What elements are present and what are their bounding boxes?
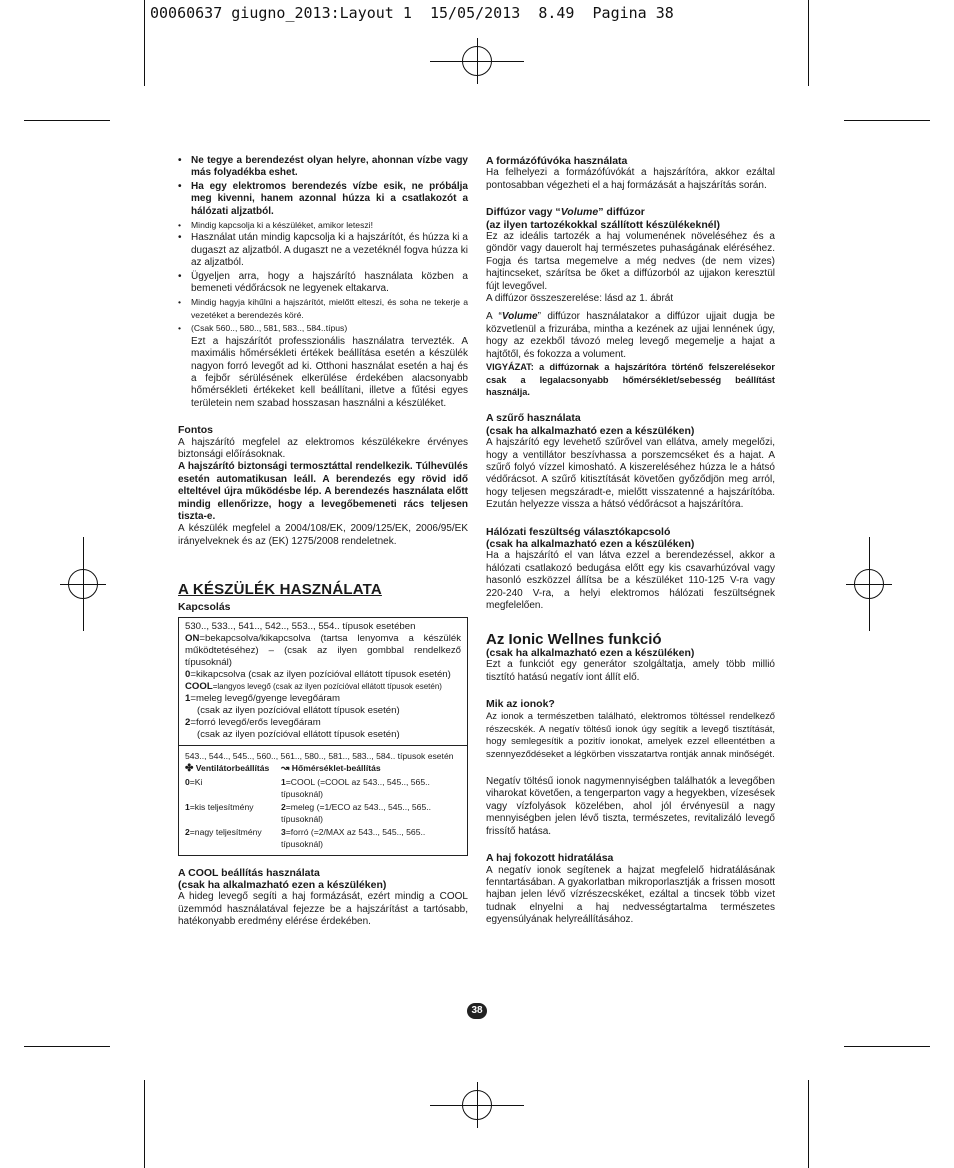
cool-subheading: (csak ha alkalmazható ezen a készüléken) [178,878,387,891]
professional-use-text: Ezt a hajszárítót professzionális használatra tervezték. A maximális hőmérsékleti értékek beállítása esetén a készülék nagyon forró levegőt ad ki. Otthoni használat esetén a haj és a fejbőr sérülésének elkerülése érdekében alacsonyabb hőmérsékleti értékeket kell beállítani, illetve a fűtési egyes területein nem szabad hosszasan használni a készüléket. [191,335,468,409]
switch-key: 2 [185,717,191,728]
cool-text: A hideg levegő segíti a haj formázását, ezért mindig a COOL üzemmód használatával fejezze be a hajszárítást a tartósabb, hatékonyabb eredmény elérése érdekében. [178,891,468,928]
switch-note: (csak az ilyen pozícióval ellátott típusok esetén) [197,729,400,740]
crop-mark-bl-horizontal [24,1046,110,1047]
bullet-item: • Mindig kapcsolja ki a készüléket, amikor leteszi! [178,219,468,231]
filter-text: A hajszárító egy levehető szűrővel van ellátva, amely megelőzi, hogy a ventillátor beszívhassa a porszemcséket és a hajat. A szűrő folyó vízzel kimosható. A kiszereléséhez húzza le a hátsó védőrácsot. A szűrő kitisztítását követően győződjön meg arról, hogy teljesen megszáradt-e, mielőtt visszatenné a hajszárítóba. Ezután helyezze vissza a hátsó védőrácsot a hajszárítóra. [486,437,775,511]
reg-mark-right-circle [854,569,884,599]
ionic-title: Az Ionic Wellnes funkció [486,631,662,649]
switch-key: COOL [185,681,213,692]
switch-row-on [185,633,461,669]
safety-bullets [178,155,468,335]
switch-row-one [185,693,461,705]
switch-desc: =bekapcsolva/kikapcsolva (tartsa lenyomva a készülék működtetéséhez) – (csak az ilyen gombbal rendelkező típusoknál) [185,633,461,668]
bullet-item: • Ha egy elektromos berendezés vízbe esik, ne próbálja meg kivenni, hanem azonnal húzza ki a csatlakozót a hálózati aljzatból. [178,181,468,218]
diffuser-subheading: (az ilyen tartozékokkal szállított készülékeknél) [486,218,721,231]
bullet-item: • Használat után mindig kapcsolja ki a hajszárítót, és húzza ki a dugaszt az aljzatból. A dugaszt ne a vezetéknél fogva húzza ki az aljzatból. [178,232,468,269]
reg-mark-top-circle [462,46,492,76]
diffuser-warning: VIGYÁZAT: a diffúzornak a hajszárítóra történő felszerelésekor csak a legalacsonyabb hőmérséklet/sebesség beállítást használja. [486,362,775,397]
hydration-heading: A haj fokozott hidratálása [486,852,614,865]
filter-heading: A szűrő használata [486,412,581,425]
switch-key: 1 [185,693,191,704]
fontos-paragraph: A hajszárító megfelel az elektromos készülékekre érvényes biztonsági előírásoknak. [178,436,468,460]
voltage-heading: Hálózati feszültség választókapcsoló [486,525,671,538]
temp-row: 1=COOL (=COOL az 543.., 545.., 565.. típusoknál) [281,776,430,799]
bullet-item: • Ügyeljen arra, hogy a hajszárító használata közben a bemeneti védőrácsok ne legyenek eltakarva. [178,271,468,296]
right-column [486,155,775,927]
switch-row-zero [185,669,461,681]
switch-row-cool [185,681,461,693]
ions-text: Az ionok a természetben található, elektromos töltéssel rendelkező részecskék. A negatív töltésű ionok úgy segítik a levegő tisztítását, hogy semlegesítik a pozitív ionokat, amelyek ezzel elleentétben a szennyeződéseket a légkörben visszatartva rontják annak minőségét. [486,710,775,759]
switch-table-section-2 [179,746,467,855]
fontos-compliance-paragraph: A készülék megfelel a 2004/108/EK, 2009/125/EK, 2006/95/EK irányelveknek és az (EK) 1275/2008 rendeletnek. [178,523,468,547]
switch-desc: =kikapcsolva (csak az ilyen pozícióval ellátott típusok esetén) [190,669,451,680]
switch-note: (csak az ilyen pozícióval ellátott típusok esetén) [197,705,400,716]
voltage-subheading: (csak ha alkalmazható ezen a készüléken) [486,537,695,550]
fan-row: 1=kis teljesítmény [185,801,254,812]
fontos-thermostat-paragraph: A hajszárító biztonsági termosztáttal rendelkezik. Túlhevülés esetén automatikusan leáll. A berendezés egy rövid idő elteltével újra működésbe lép. A berendezés használata előtt mindig ellenőrizze, hogy a levegőbemeneti rács teljesen tiszta-e. [178,461,468,522]
crop-mark-tr-horizontal [844,120,930,121]
fan-icon: ✤ [185,763,194,774]
kapcsolas-heading: Kapcsolás [178,600,231,613]
settings-grid [185,762,461,851]
temp-row: 2=meleg (=1/ECO az 543.., 545.., 565.. típusoknál) [281,801,432,824]
switch-table-header: 530.., 533.., 541.., 542.., 553.., 554.. típusok esetében [185,621,416,632]
switch-desc: =langyos levegő (csak az ilyen pozícióval ellátott típusok esetén) [212,682,442,691]
reg-mark-bottom-circle [462,1090,492,1120]
left-column [178,155,468,929]
cool-heading: A COOL beállítás használata [178,866,320,879]
crop-mark-tl-horizontal [24,120,110,121]
form-heading: A formázófúvóka használata [486,155,628,167]
switch-row-two [185,717,461,729]
temp-row: 3=forró (=2/MAX az 543.., 545.., 565.. típusoknál) [281,826,426,849]
bullet-item: • (Csak 560.., 580.., 581, 583.., 584..típus) [178,322,468,334]
ionic-text: Ezt a funkciót egy generátor szolgáltatja, amely több millió tisztító hatású negatív iont állít elő. [486,659,775,683]
switch-table-section-1 [179,618,467,746]
form-text: Ha felhelyezi a formázófúvókát a hajszárítóra, akkor ezáltal pontosabban végezheti el a haj formázását a hajszárítás során. [486,167,775,191]
diffuser-assembly: A diffúzor összeszerelése: lásd az 1. ábrát [486,293,674,305]
fan-setting-head: ✤ Ventilátorbeállítás [185,763,270,774]
bullet-item: • Mindig hagyja kihűlni a hajszárítót, mielőtt elteszi, és soha ne tekerje a vezetéket a berendezés köré. [178,296,468,321]
switch-key: 0 [185,669,191,680]
reg-mark-left-circle [68,569,98,599]
hydration-text: A negatív ionok segítenek a hajzat megfelelő hidratálásának fenntartásában. A gyakorlatban mikroporlasztják a frissen mosott hajban jelen lévő vízrészecskéket, ezáltal a tincsek több vizet tudnak elnyelni a haj nedvességtartalma természetes egyensúlyának helyreállításához. [486,864,775,926]
switch-table-header: 543.., 544.., 545.., 560.., 561.., 580.., 581.., 583.., 584.. típusok esetén [185,751,454,761]
crop-mark-br-vertical [808,1080,809,1168]
switch-table [178,617,468,856]
switch-desc: =meleg levegő/gyenge levegőáram [190,693,340,704]
fan-row: 0=Ki [185,776,203,787]
ionic-subheading: (csak ha alkalmazható ezen a készüléken) [486,646,695,659]
page-number: 38 [467,1003,487,1019]
crop-mark-bl-vertical [144,1080,145,1168]
slug-line: 00060637 giugno_2013:Layout 1 15/05/2013 8.49 Pagina 38 [150,4,674,22]
filter-subheading: (csak ha alkalmazható ezen a készüléken) [486,424,695,437]
heat-icon: ↝ [281,763,290,774]
diffuser-text: Ez az ideális tartozék a haj volumenének növeléséhez és a göndör vagy dauerolt haj természetes puhaságának eléréséhez. Fogja és tartsa megemelve a még nedves (de nem vizes) hajtincseket, szárítsa be őket a diffúzorból az ujjakon keresztül fújt levegővel. [486,231,775,292]
diffuser-heading: Diffúzor vagy “Volume” diffúzor [486,206,645,219]
ions-text-2: Negatív töltésű ionok nagymennyiségben találhatók a levegőben viharokat követően, a tengerparton vagy a hegyekben, vízesések vagy vízfolyások közelében, ahol jól érvényesül a nagy mennyiségben jelen lévő tiszta, természetes, revitalizáló levegő frissítő hatása. [486,776,775,837]
switch-desc: =forró levegő/erős levegőáram [190,717,321,728]
crop-mark-br-horizontal [844,1046,930,1047]
diffuser-volume-text: A “Volume” diffúzor használatakor a diffúzor ujjait dugja be közvetlenül a frizurába, mintha a kezének az ujjai lennének úgy, hogy az ezekből távozó meleg levegő megemelje a hajat a hajtőtől, és fokozza a volument. [486,311,775,360]
crop-mark-tr-vertical [808,0,809,86]
fontos-heading: Fontos [178,424,213,437]
switch-key: ON [185,633,200,644]
bullet-item: • Ne tegye a berendezést olyan helyre, ahonnan vízbe vagy más folyadékba eshet. [178,155,468,180]
section-title: A KÉSZÜLÉK HASZNÁLATA [178,581,382,599]
voltage-text: Ha a hajszárító el van látva ezzel a berendezéssel, akkor a hálózati csatlakozó bedugása előtt egy kis csavarhúzóval vagy hasonló eszközzel állítsa be a készüléket 110-125 V-ra vagy 220-240 V-ra, a helyi elektromos hálózati feszültségnek megfelelően. [486,550,775,611]
fan-row: 2=nagy teljesítmény [185,826,262,837]
temp-setting-head: ↝ Hőmérséklet-beállítás [281,763,381,774]
crop-mark-tl-vertical [144,0,145,86]
ions-heading: Mik az ionok? [486,698,555,711]
